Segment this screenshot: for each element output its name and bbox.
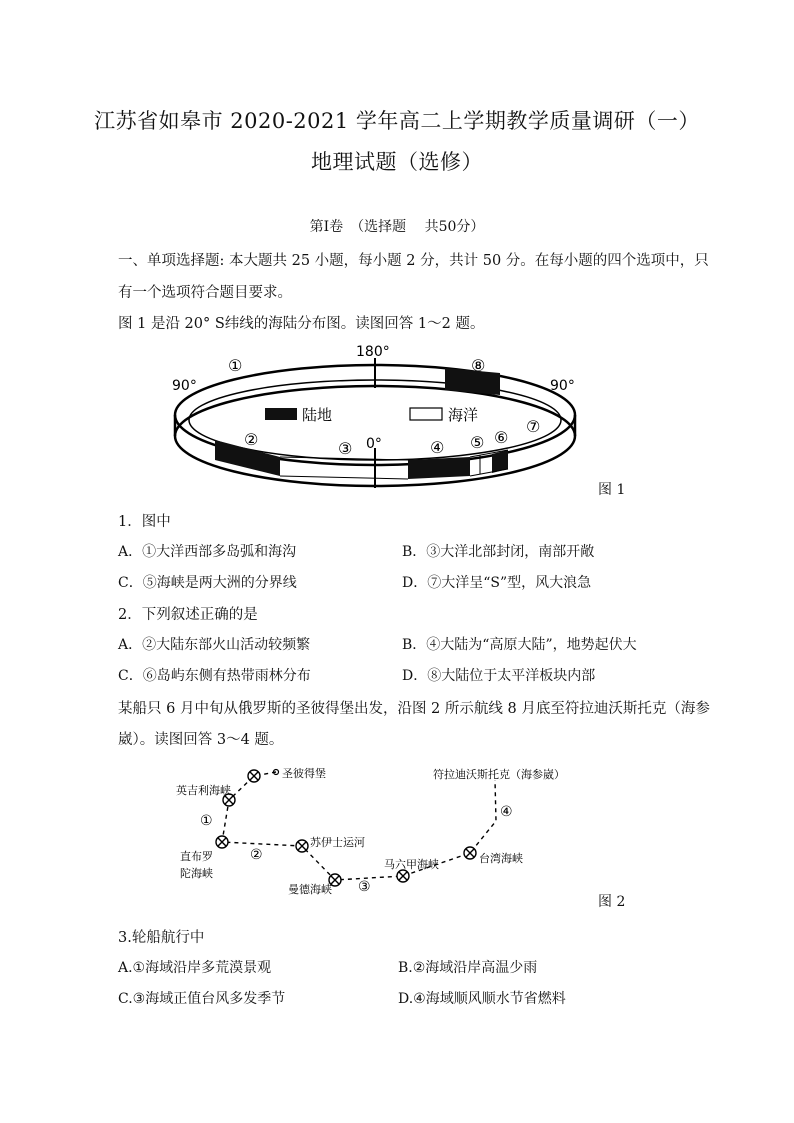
segment-4: ④ [500, 804, 513, 820]
figure1-intro: 图 1 是沿 20° S纬线的海陆分布图。读图回答 1～2 题。 [118, 316, 485, 332]
legend-land-swatch [265, 408, 297, 420]
marker-1: ① [228, 356, 243, 375]
figure2-intro-line-1: 某船只 6 月中旬从俄罗斯的圣彼得堡出发，沿图 2 所示航线 8 月底至符拉迪沃斯托克（海参 [118, 701, 710, 717]
legend-land-label: 陆地 [302, 406, 333, 424]
band-line [280, 476, 408, 479]
marker-8: ⑧ [471, 356, 486, 375]
label-90-left: 90° [172, 378, 197, 394]
q1-stem: 1．图中 [118, 514, 171, 530]
q1-option-c: C．⑤海峡是两大洲的分界线 [118, 575, 297, 591]
label-0: 0° [366, 436, 382, 452]
instruction-line-2: 有一个选项符合题目要求。 [118, 285, 292, 301]
segment-2: ② [250, 847, 263, 863]
label-english-channel: 英吉利海峡 [176, 784, 231, 797]
q3-stem: 3.轮船航行中 [118, 930, 205, 946]
figure1-diagram [160, 340, 590, 490]
figure2-caption: 图 2 [598, 894, 626, 910]
q3-option-c: C.③海域正值台风多发季节 [118, 991, 286, 1007]
label-90-right: 90° [550, 378, 575, 394]
q2-option-b: B．④大陆为“高原大陆”，地势起伏大 [402, 637, 637, 653]
node-st-petersburg [248, 770, 260, 782]
shipping-route [222, 772, 496, 880]
page-subtitle: 地理试题（选修） [311, 150, 483, 174]
legend-ocean-swatch [410, 408, 442, 420]
q2-option-a: A．②大陆东部火山活动较频繁 [118, 637, 311, 653]
figure2-route-map [170, 758, 620, 903]
section-header: 第Ⅰ卷 （选择题 共50分） [309, 219, 485, 235]
legend-ocean-label: 海洋 [448, 406, 479, 424]
label-bab-el-mandeb: 曼德海峡 [288, 883, 332, 896]
node-malacca [397, 870, 409, 882]
q3-option-d: D.④海域顺风顺水节省燃料 [398, 991, 566, 1007]
q1-option-d: D．⑦大洋呈“S”型，风大浪急 [402, 575, 592, 591]
figure2-intro-line-2: 崴）。读图回答 3～4 题。 [118, 732, 284, 748]
node-suez [296, 840, 308, 852]
marker-5: ⑤ [470, 433, 485, 452]
label-malacca: 马六甲海峡 [384, 858, 439, 871]
q2-stem: 2．下列叙述正确的是 [118, 607, 258, 623]
q3-option-b: B.②海域沿岸高温少雨 [398, 960, 538, 976]
land-block-4 [408, 457, 470, 479]
marker-4: ④ [430, 438, 445, 457]
marker-6: ⑥ [494, 428, 509, 447]
node-gibraltar [216, 836, 228, 848]
label-suez: 苏伊士运河 [310, 836, 365, 849]
instruction-line-1: 一、单项选择题: 本大题共 25 小题，每小题 2 分，共计 50 分。在每小题的四个选项中，只 [118, 253, 709, 269]
page-title: 江苏省如皋市 2020-2021 学年高二上学期教学质量调研（一） [94, 109, 700, 133]
figure1-caption: 图 1 [598, 482, 626, 498]
label-gibraltar-1: 直布罗 [180, 850, 213, 863]
segment-1: ① [200, 813, 213, 829]
label-taiwan: 台湾海峡 [479, 852, 523, 865]
marker-2: ② [244, 430, 259, 449]
segment-3: ③ [358, 879, 371, 895]
q2-option-c: C．⑥岛屿东侧有热带雨林分布 [118, 668, 311, 684]
label-st-petersburg: 圣彼得堡 [282, 767, 326, 780]
label-180: 180° [356, 344, 390, 360]
q1-option-a: A．①大洋西部多岛弧和海沟 [118, 544, 297, 560]
label-vladivostok: 符拉迪沃斯托克（海参崴） [433, 768, 565, 781]
q3-option-a: A.①海域沿岸多荒漠景观 [118, 960, 272, 976]
node-taiwan [464, 847, 476, 859]
q1-option-b: B．③大洋北部封闭，南部开敞 [402, 544, 595, 560]
marker-3: ③ [338, 439, 353, 458]
marker-7: ⑦ [526, 417, 541, 436]
q2-option-d: D．⑧大陆位于太平洋板块内部 [402, 668, 596, 684]
label-gibraltar-2: 陀海峡 [180, 867, 213, 880]
